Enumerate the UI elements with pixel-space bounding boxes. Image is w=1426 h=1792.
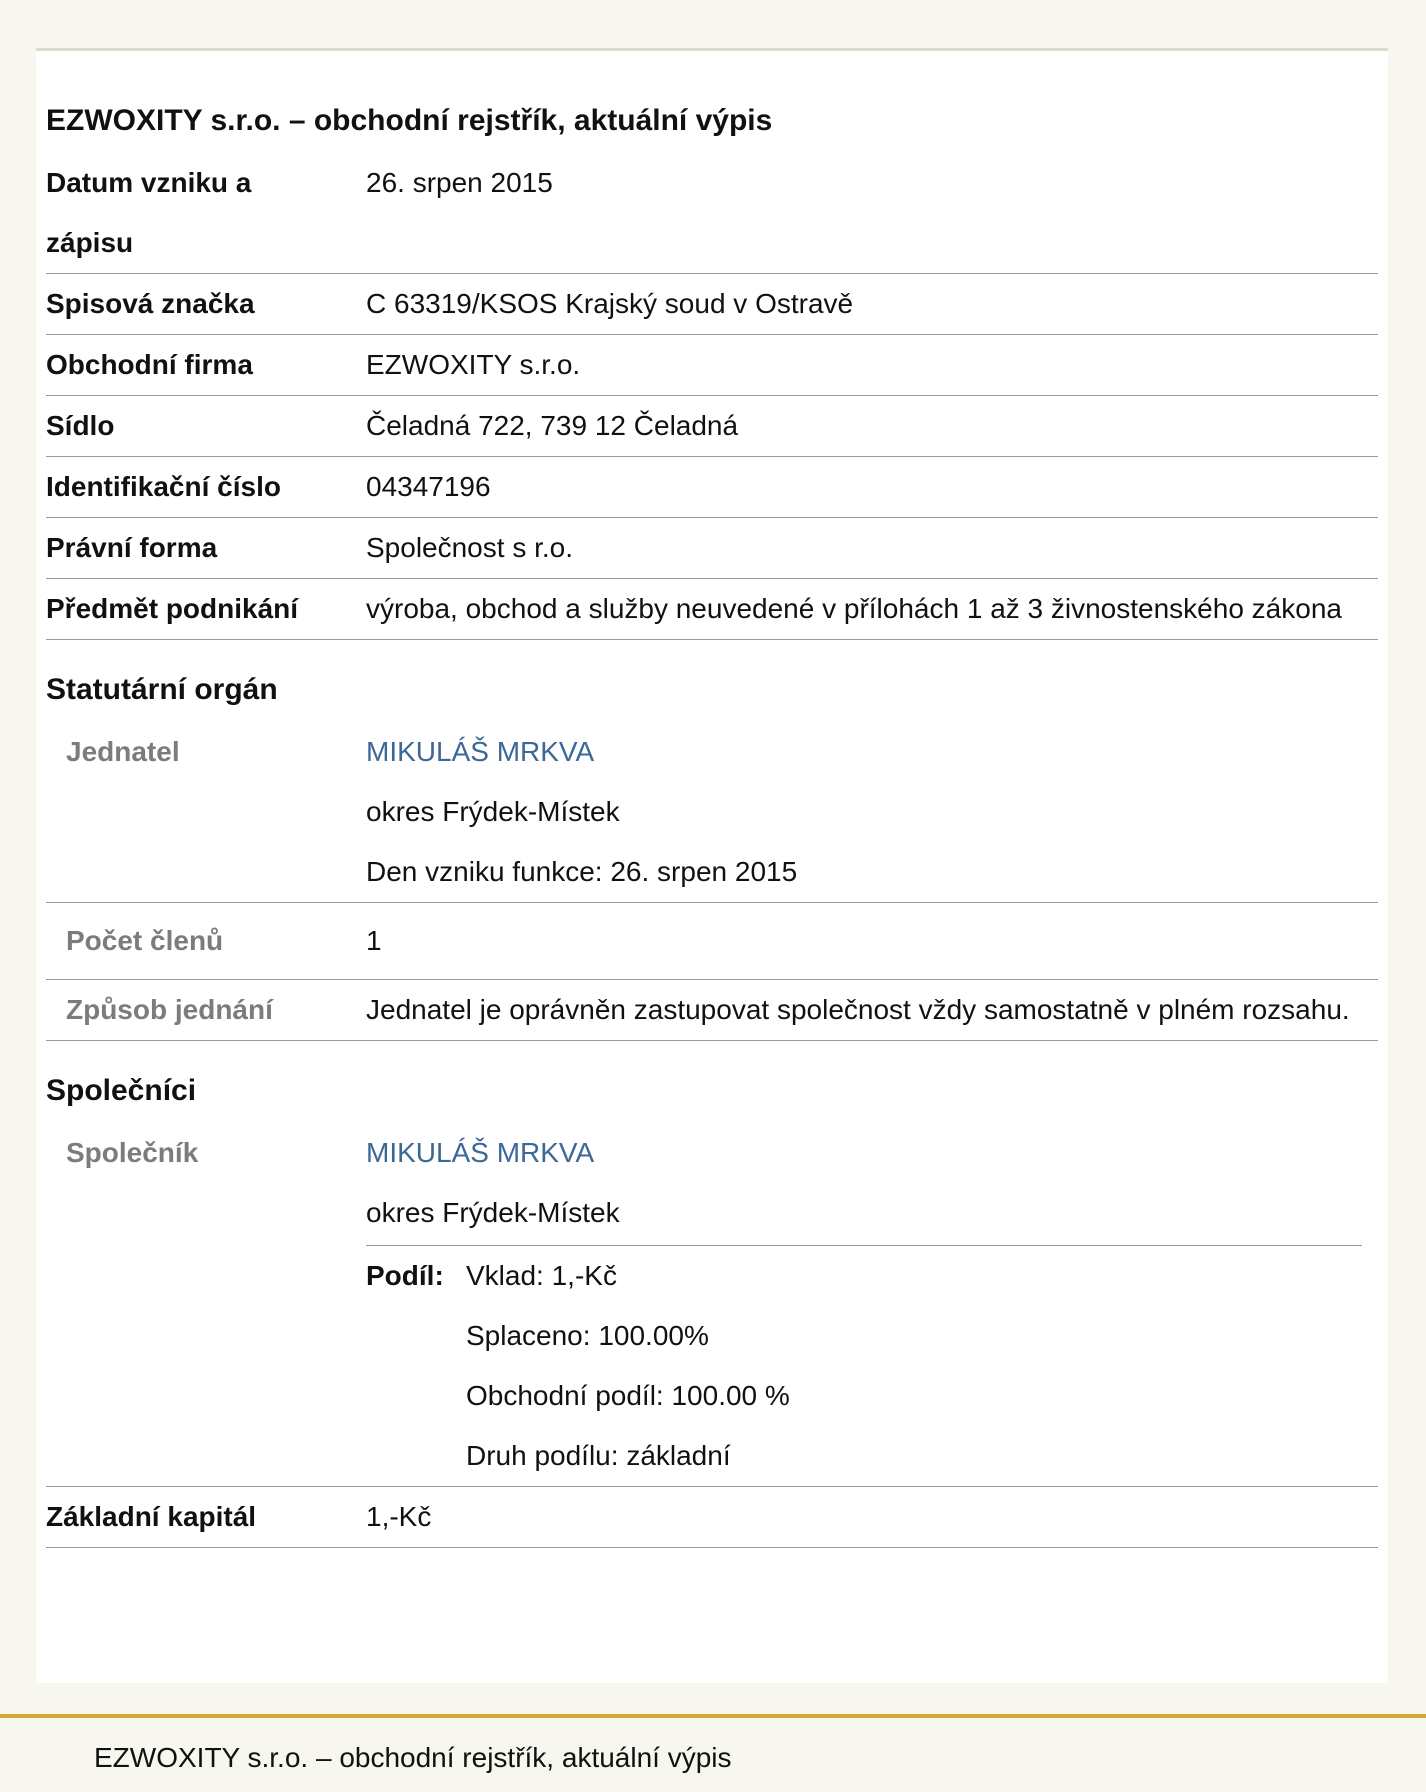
row-capital — [46, 1487, 1378, 1548]
row-value: 04347196 — [366, 471, 491, 502]
row-company-name — [46, 335, 1378, 396]
share-paid: Splaceno: 100.00% — [466, 1320, 709, 1351]
row-label: Obchodní firma — [46, 349, 253, 380]
row-member-count — [46, 903, 1378, 980]
row-label: Právní forma — [46, 532, 218, 563]
partner-share — [366, 1245, 1362, 1486]
share-label: Podíl: — [366, 1260, 444, 1291]
executive-district: okres Frýdek-Místek — [366, 796, 620, 827]
partner-district: okres Frýdek-Místek — [366, 1197, 620, 1228]
section-statutory: Statutární orgán — [46, 673, 278, 706]
register-rows — [46, 153, 1378, 1548]
share-type: Druh podílu: základní — [466, 1440, 731, 1471]
row-label: Způsob jednání — [66, 994, 273, 1025]
row-value: Jednatel je oprávněn zastupovat společnost vždy samostatně v plném rozsahu. — [366, 994, 1350, 1025]
row-value: EZWOXITY s.r.o. — [366, 349, 581, 380]
partner-name-link[interactable]: MIKULÁŠ MRKVA — [366, 1137, 595, 1168]
executive-name-link[interactable]: MIKULÁŠ MRKVA — [366, 736, 595, 767]
row-value: 26. srpen 2015 — [366, 167, 553, 198]
row-business-subject — [46, 579, 1378, 640]
row-label: Počet členů — [66, 925, 224, 956]
row-value: Společnost s r.o. — [366, 532, 574, 563]
share-business: Obchodní podíl: 100.00 % — [466, 1380, 790, 1411]
section-partners: Společníci — [46, 1074, 197, 1107]
row-value: Čeladná 722, 739 12 Čeladná — [366, 410, 739, 441]
row-label: Datum vzniku a zápisu — [46, 167, 252, 258]
row-label: Jednatel — [66, 736, 180, 767]
footer — [0, 1714, 1426, 1792]
row-label: Identifikační číslo — [46, 471, 281, 502]
page-title: EZWOXITY s.r.o. – obchodní rejstřík, aktuální výpis — [46, 104, 773, 137]
row-value: 1,-Kč — [366, 1501, 432, 1532]
row-founded — [46, 153, 1378, 274]
row-label: Sídlo — [46, 410, 115, 441]
row-seat — [46, 396, 1378, 457]
row-id-number — [46, 457, 1378, 518]
register-card — [36, 51, 1388, 1683]
row-value: výroba, obchod a služby neuvedené v přílohách 1 až 3 živnostenského zákona — [366, 593, 1342, 624]
row-label: Základní kapitál — [46, 1501, 257, 1532]
row-file-number — [46, 274, 1378, 335]
row-value: 1 — [366, 925, 382, 956]
row-value: C 63319/KSOS Krajský soud v Ostravě — [366, 288, 854, 319]
row-label: Společník — [66, 1137, 199, 1168]
row-executive — [46, 722, 1378, 903]
row-label: Spisová značka — [46, 288, 255, 319]
row-partner — [46, 1123, 1378, 1487]
row-manner-of-acting — [46, 980, 1378, 1041]
share-deposit: Vklad: 1,-Kč — [466, 1260, 617, 1291]
row-legal-form — [46, 518, 1378, 579]
executive-since: Den vzniku funkce: 26. srpen 2015 — [366, 856, 798, 887]
row-label: Předmět podnikání — [46, 593, 299, 624]
footer-text: EZWOXITY s.r.o. – obchodní rejstřík, aktuální výpis — [94, 1742, 732, 1773]
